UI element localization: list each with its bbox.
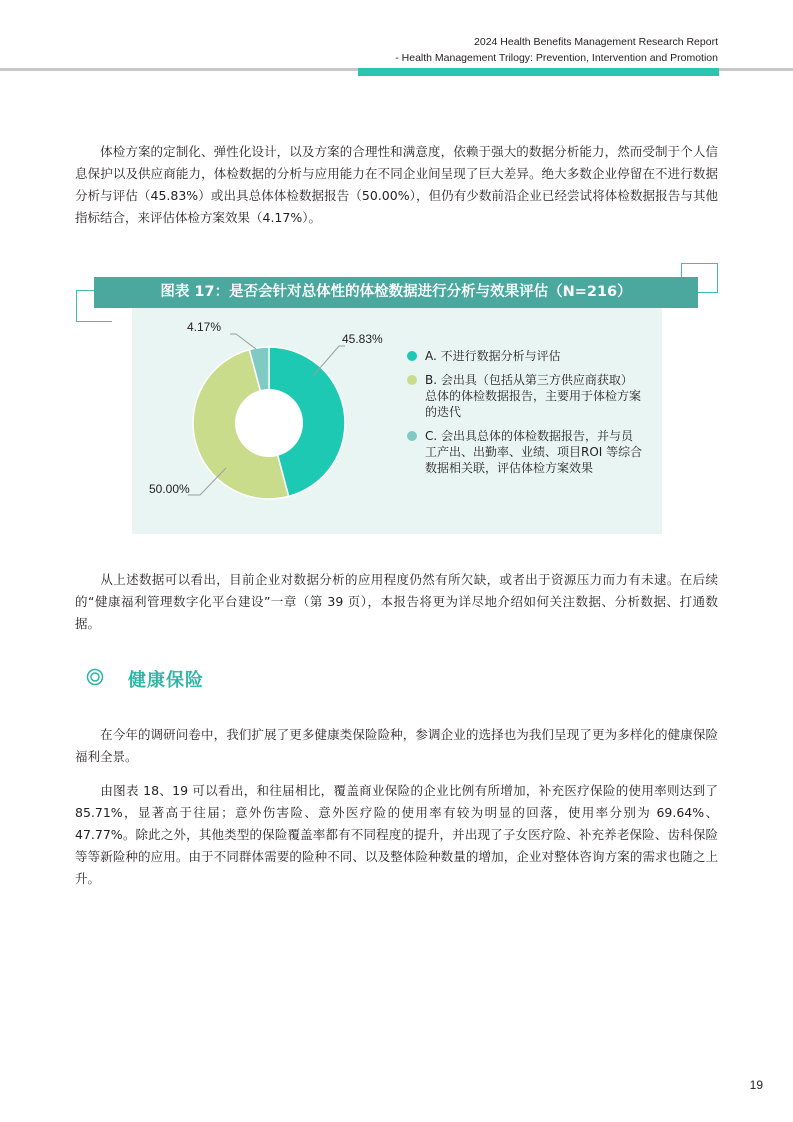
figure-title: 图表 17：是否会针对总体性的体检数据进行分析与效果评估（N=216） (94, 277, 698, 308)
header-line-1: 2024 Health Benefits Management Research Report (474, 36, 718, 48)
legend-dot-b (407, 375, 417, 385)
legend-dot-c (407, 431, 417, 441)
section-paragraph-2: 由图表 18、19 可以看出，和往届相比，覆盖商业保险的企业比例有所增加，补充医疗保险的使用率则达到了 85.71%，显著高于往届；意外伤害险、意外医疗险的使用率有较为明显的回落，使用率分别为 69.64%、47.77%。除此之外，其他类型的保险覆盖率都有不同程度的提升，并出现了子女医疗险、补充养老保险、齿科保险等等新险种的应用。由于不同群体需要的险种不同、以及整体险种数量的增加，企业对整体咨询方案的需求也随之上升。 (75, 783, 718, 886)
chart-legend (407, 348, 643, 484)
legend-item-b (407, 372, 643, 420)
section-title: 健康保险 (128, 670, 204, 691)
section-paragraph-1: 在今年的调研问卷中，我们扩展了更多健康类保险险种，参调企业的选择也为我们呈现了更为多样化的健康保险福利全景。 (75, 727, 718, 764)
label-a-value: 45.83% (342, 332, 383, 346)
legend-item-c (407, 428, 643, 476)
after-figure-paragraph: 从上述数据可以看出，目前企业对数据分析的应用程度仍然有所欠缺，或者出于资源压力而力有未逮。在后续的“健康福利管理数字化平台建设”一章（第 39 页），本报告将更为详尽地介绍如何关注数据、分析数据、打通数据。 (75, 572, 718, 631)
legend-label-b: B. 会出具（包括从第三方供应商获取）总体的体检数据报告，主要用于体检方案的迭代 (425, 373, 642, 419)
double-circle-icon (86, 668, 104, 686)
header-line-2: - Health Management Trilogy: Prevention, Intervention and Promotion (395, 52, 718, 64)
label-b-value: 50.00% (149, 482, 190, 496)
label-c-value: 4.17% (187, 320, 222, 334)
page-number: 19 (749, 1078, 763, 1092)
legend-dot-a (407, 351, 417, 361)
legend-item-a (407, 348, 643, 364)
legend-label-a: A. 不进行数据分析与评估 (425, 349, 561, 363)
legend-label-c: C. 会出具总体的体检数据报告，并与员工产出、出勤率、业绩、项目ROI 等综合数据相关联，评估体检方案效果 (425, 429, 643, 475)
intro-paragraph: 体检方案的定制化、弹性化设计，以及方案的合理性和满意度，依赖于强大的数据分析能力，然而受制于个人信息保护以及供应商能力，体检数据的分析与应用能力在不同企业间呈现了巨大差异。绝大多数企业停留在不进行数据分析与评估（45.83%）或出具总体体检数据报告（50.00%），但仍有少数前沿企业已经尝试将体检数据报告与其他指标结合，来评估体检方案效果（4.17%）。 (75, 144, 718, 225)
header-rule-accent (358, 68, 719, 76)
